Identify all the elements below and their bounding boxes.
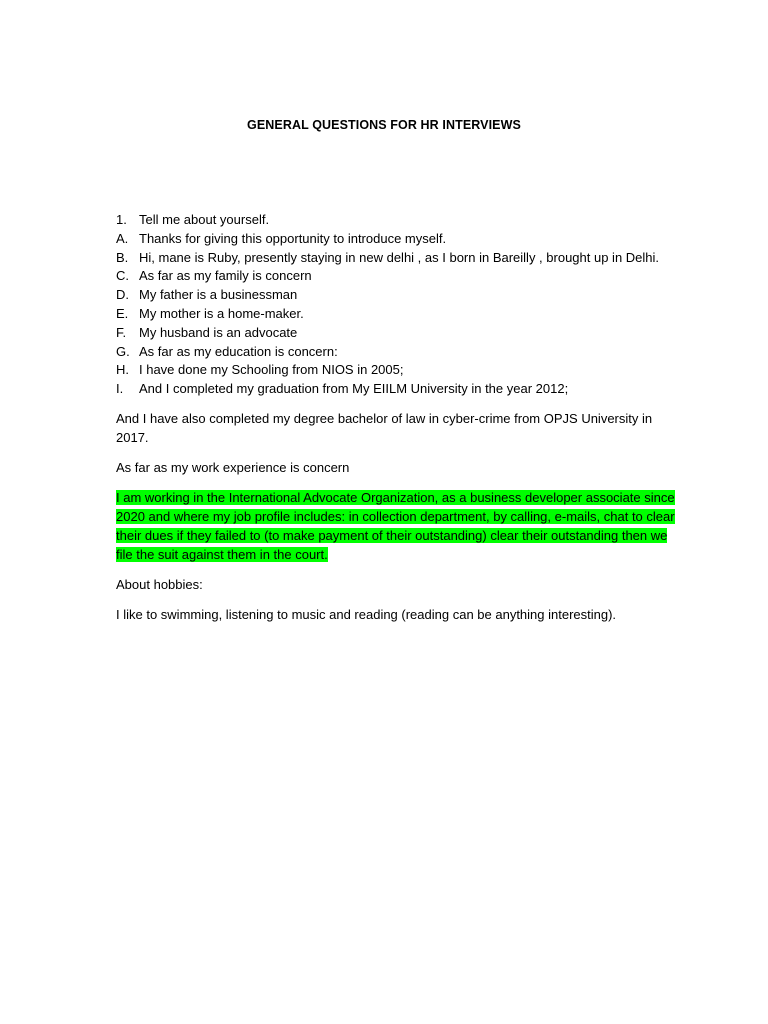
list-marker: E. <box>116 305 129 321</box>
list-marker: H. <box>116 362 129 378</box>
list-item-text: As far as my education is concern: <box>139 343 338 359</box>
list-item-text: My father is a businessman <box>139 287 298 303</box>
list-item-text: Thanks for giving this opportunity to introduce myself. <box>139 230 447 246</box>
highlighted-text: I am working in the International Advocate Organization, as a business developer associate since 2020 and where my job profile includes: in collection department, by calling, e-mails, chat to clear their dues if they failed to (to make payment of their outstanding) clear their outstanding then we file the suit against them in the court. <box>116 489 675 562</box>
hobbies-paragraph: I like to swimming, listening to music and reading (reading can be anything interesting). <box>116 606 617 622</box>
list-item <box>116 285 676 304</box>
list-item <box>116 323 676 342</box>
list-item-text: My mother is a home-maker. <box>139 305 304 321</box>
list-item-text: Hi, mane is Ruby, presently staying in new delhi , as I born in Bareilly , brought up in Delhi. <box>139 249 660 265</box>
document-title: GENERAL QUESTIONS FOR HR INTERVIEWS <box>247 118 521 132</box>
list-item <box>116 360 676 379</box>
document-body <box>116 210 676 624</box>
hobbies-heading: About hobbies: <box>116 576 203 592</box>
list-marker: I. <box>116 381 124 397</box>
list-item <box>116 266 676 285</box>
question-list <box>116 210 676 398</box>
list-item-text: And I completed my graduation from My EIILM University in the year 2012; <box>139 381 569 397</box>
work-experience-heading: As far as my work experience is concern <box>116 459 350 475</box>
list-marker: C. <box>116 268 129 284</box>
list-item-text: As far as my family is concern <box>139 268 312 284</box>
work-experience-paragraph <box>116 488 676 564</box>
list-item <box>116 229 676 248</box>
list-item <box>116 342 676 361</box>
list-item <box>116 248 676 267</box>
degree-paragraph: And I have also completed my degree bachelor of law in cyber-crime from OPJS University in 2017. <box>116 410 653 445</box>
list-item <box>116 379 676 398</box>
list-marker: G. <box>116 343 130 359</box>
list-marker: D. <box>116 287 129 303</box>
list-item-text: My husband is an advocate <box>139 324 298 340</box>
list-marker: 1. <box>116 212 127 227</box>
list-marker: A. <box>116 230 129 246</box>
list-item <box>116 210 676 229</box>
list-marker: B. <box>116 249 129 265</box>
list-item-text: Tell me about yourself. <box>139 212 270 227</box>
list-item <box>116 304 676 323</box>
list-marker: F. <box>116 324 127 340</box>
list-item-text: I have done my Schooling from NIOS in 2005; <box>139 362 404 378</box>
